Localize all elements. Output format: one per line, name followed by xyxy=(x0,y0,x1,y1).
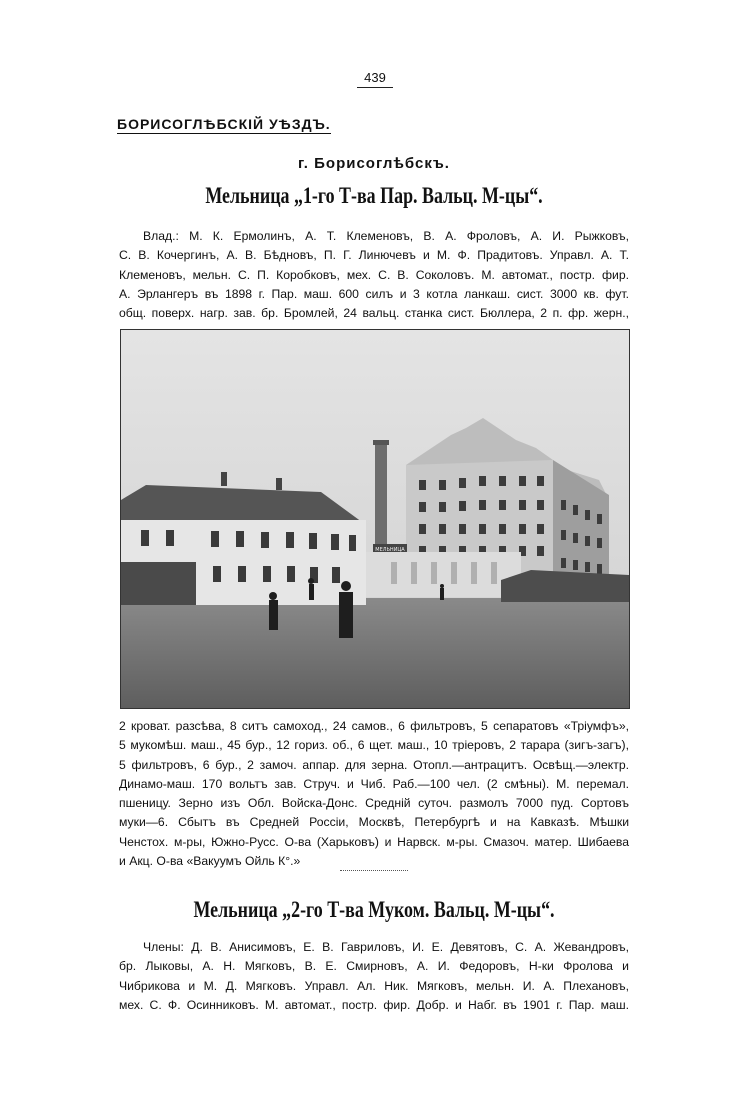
page-number-rule xyxy=(357,87,393,88)
text-line: бр. Лыковы, А. Н. Мягковъ, В. Е. Смирновъ, А. И. Федоровъ, Н-ки Фролова и xyxy=(119,959,629,974)
text-line: Динамо-маш. 170 вольтъ зав. Струч. и Чиб. Раб.—100 чел. (2 смѣны). М. перемал. xyxy=(119,776,629,791)
text-line: муки—6. Сбытъ въ Средней Россіи, Москвѣ, Петербургѣ и на Кавказѣ. Мѣшки xyxy=(119,815,629,830)
text-line: общ. поверх. нагр. зав. бр. Бромлей, 24 вальц. станка сист. Бюллера, 2 п. фр. жерн., xyxy=(119,306,629,321)
text-line: С. В. Кочергинъ, А. В. Бѣдновъ, П. Г. Линючевъ и М. Ф. Прадитовъ. Управл. А. Т. xyxy=(119,248,629,263)
section-divider xyxy=(340,870,408,873)
text-line: и Акц. О-ва «Вакуумъ Ойль К°.» xyxy=(119,854,301,869)
text-line: 5 мукомѣш. маш., 45 бур., 12 гориз. об., 6 щет. маш., 10 тріеровъ, 2 тарара (зигъ-загъ), xyxy=(119,738,629,753)
mill1-text-before-photo xyxy=(119,227,629,323)
text-line: Клеменовъ, мельн. С. П. Коробковъ, мех. С. В. Соколовъ. М. автомат., постр. фир. xyxy=(119,267,629,282)
text-line: Влад.: М. К. Ермолинъ, А. Т. Клеменовъ, В. А. Фроловъ, А. И. Рыжковъ, xyxy=(143,229,629,243)
page-number: 439 xyxy=(364,70,386,85)
text-line: 2 кроват. разсѣва, 8 ситъ самоход., 24 самов., 6 фильтровъ, 5 сепаратовъ «Тріумфъ», xyxy=(119,719,629,733)
city-heading: г. Борисоглѣбскъ. xyxy=(298,155,450,172)
mill-photograph xyxy=(120,329,630,709)
text-line: пшеницу. Зерно изъ Обл. Войска-Донс. Средній суточ. размолъ 7000 пуд. Сортовъ xyxy=(119,796,629,811)
text-line: Члены: Д. В. Анисимовъ, Е. В. Гавриловъ, И. Е. Девятовъ, С. А. Жевандровъ, xyxy=(143,940,629,954)
mill1-text-after-photo xyxy=(119,717,629,871)
mill2-title: Мельница „2-го Т-ва Муком. Вальц. М-цы“. xyxy=(193,897,555,922)
text-line: мех. С. Ф. Осинниковъ. М. автомат., постр. фир. Добр. и Набг. въ 1901 г. Пар. маш. xyxy=(119,997,629,1012)
text-line: Чибрикова и М. Д. Мягковъ. Управл. Ал. Ник. Мягковъ, мельн. И. А. Плехановъ, xyxy=(119,978,629,993)
mill1-title: Мельница „1-го Т-ва Пар. Вальц. М-цы“. xyxy=(205,183,543,208)
text-line: 5 фильтровъ, 6 бур., 2 замоч. аппар. для зерна. Отопл.—антрацитъ. Освѣщ.—электр. xyxy=(119,757,629,772)
district-heading: БОРИСОГЛѢБСКІЙ УѢЗДЪ. xyxy=(117,116,331,132)
photo-sign: МЕЛЬНИЦА xyxy=(375,547,405,553)
mill2-text xyxy=(119,938,629,1015)
text-line: А. Эрлангеръ въ 1898 г. Пар. маш. 600 силъ и 3 котла ланкаш. сист. 3000 кв. фут. xyxy=(119,286,629,301)
text-line: Ченстох. м-ры, Южно-Русс. О-ва (Харьковъ) и Нарвск. м-ры. Смазоч. матер. Шибаева xyxy=(119,834,629,849)
